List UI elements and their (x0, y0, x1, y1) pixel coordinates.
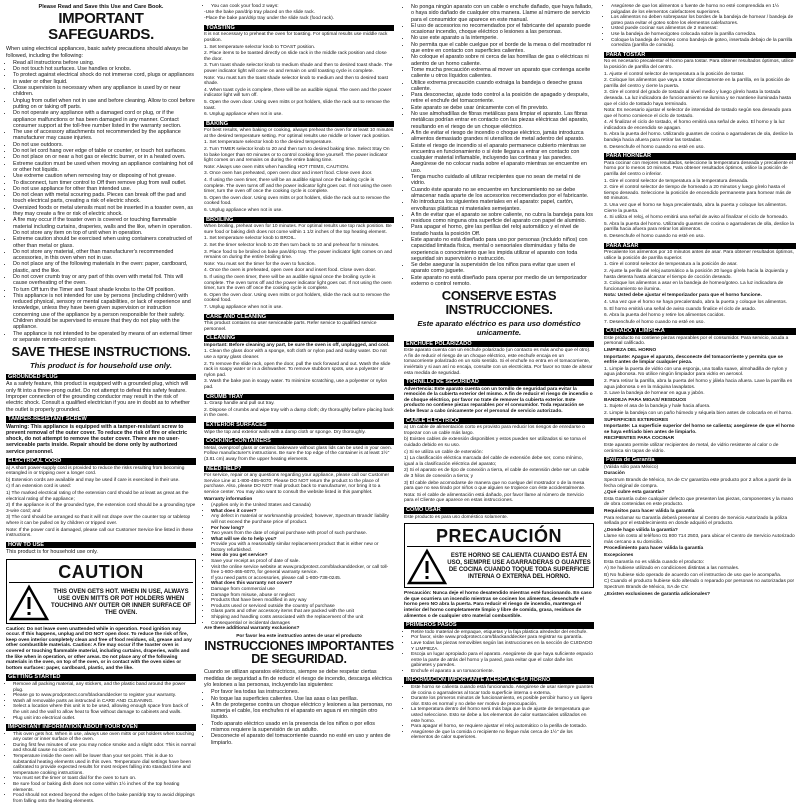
section-heading: GETTING STARTED (6, 674, 196, 681)
list-item: • Este aparato se debe usar únicamente con el fin previsto. (411, 105, 594, 111)
list-item: • Por favor lea todas las instrucciones. (211, 689, 394, 695)
list-item: • Tome mucha precaución extrema al mover un aparato que contenga aceite caliente u otros líquidos calientes. (411, 67, 594, 80)
list-item: • To disconnect, turn timer control to Off then remove plug from wall outlet. (13, 180, 196, 186)
step: 6. Desenchufe el horno cuando no esté en uso. (604, 144, 705, 150)
list-item: • Select a location where this unit is to be used, allowing enough space from back of the unit and the wall to allow heat to flow without damage to cabinets and walls. (13, 704, 196, 715)
step: 1. Set temperature selector knob to TOAST position. (204, 44, 316, 50)
list-item: • Plug unit into electrical outlet. (13, 716, 196, 722)
list-item: • Para desconectar, ajuste todo control a la posición de apagado y después, retire el enchufe del tomacorriente. (411, 92, 594, 105)
step: 3. Coloque los alimentos a asar en la bandeja de horneo/goteo. La luz indicadora de funcionamiento se ilumina. (604, 281, 784, 292)
list-item: • Glass parts and other accessory items that are packed with the unit (211, 609, 394, 615)
section-heading: PARA TOSTAR (604, 52, 796, 59)
list-item: 2) If the appliance is of the grounded type, the extension cord should be a grounding type 3-wire cord; and (6, 503, 196, 514)
section-heading: TOASTING (204, 25, 394, 32)
list-item: • Para apagar el horno, gire las perillas del reloj automático y el nivel de tostado hasta la posición Off. (411, 224, 594, 237)
list-item: • Extreme caution should be exercised when using containers constructed of other than metal or glass. (13, 236, 196, 249)
step: 3. Place food to be broiled on bake pan/drip tray. The power indicator light comes on and remains on during the entire broiling time. (204, 249, 393, 261)
step: 4. If using the oven timer, there will be an audible signal once the baking cycle is complete. The oven turns off and the power indicator light goes out. If not using the oven timer, turn the oven off once the cooking cycle is complete. (204, 178, 392, 195)
list-item: • Asegúrese de que los alimentos o fuente de horno no esté comprendida en 1½ pulgadas de los elementos calefactores superiores. (611, 4, 796, 15)
step: 2. Gire el control selector de tiempo de horneado a 20 minutos y luego gírelo hasta el tiempo deseado. Seleccione la posición de encendido permanente para hornear más de 60 minutos. (604, 185, 792, 202)
step: 1. Sujete el asa de la bandeja y hale hacia afuera. (604, 404, 711, 410)
list-item: • Two years from the date of original purchase with proof of such purchase. (211, 531, 394, 537)
step: 2. Limpie la bandeja con un paño húmedo y séquela bien antes de colocarla en el horno. (604, 411, 793, 416)
list-item: • Do not cover crumb tray or any part of this oven with metal foil. This will cause overheating of the oven. (13, 274, 196, 287)
list-item: • This oven gets hot. When in use, always use oven mitts or pot holders when touching any outer or inner surface of the oven. (13, 732, 196, 743)
list-item: • The appliance is not intended to be operated by means of an external timer or separate remote-control system. (13, 331, 196, 344)
safeguards-list (6, 60, 196, 343)
list-item: • You can cook your food 2 ways: (211, 4, 394, 10)
list-item: • Consequential or incidental damages (211, 621, 394, 627)
step: 2. Turn TIMER selector knob to 20 and then turn to desired baking time. Select Stay On to bake longer than 60 minutes or to control cooking time yourself. The power indicator light comes on and remains on during the entire baking time. (204, 147, 390, 164)
section-text: Este aparato permite utilizar recipientes de metal, de vidrio resistente al calor o de cerámica sin tapas de vidrio. (604, 442, 779, 454)
step: Note: You must turn the toast shade selector knob to medium and then to desired toast shade. (204, 75, 388, 87)
list-item: • Save your receipt as proof of date of sale. (211, 559, 394, 565)
oven-info-list (6, 732, 196, 804)
step: 2. Place items to be toasted directly on slide rack in the middle rack position and close the door. (204, 51, 387, 62)
list-item: • Provide you with a reasonably similar replacement product that is either new or factory refurbished. (211, 542, 394, 553)
step: 2. Ajuste la perilla del reloj automático a la posición 20 luego gírela hacia la izquierda y hasta detenta hasta alcanzar el tiempo de cocción deseado. (604, 268, 788, 280)
section-text: For service, repair or any questions regarding your appliance, please call our Customer Service Line at 1-800-465-6070. Please DO NOT return the product to the place of purchase. Also, please DO NOT mail product back to manufacturer, nor bring it to a service center. You may also want to consult the website listed in this pamphlet. (204, 473, 390, 495)
step: 1. Clean the glass door with a sponge, soft cloth or nylon pad and sudsy water. Do not use a spray glass cleaner. (204, 349, 387, 361)
save-instructions-sub: This product is for household use only. (30, 361, 172, 371)
section-text: No es necesario precalentar el horno para tostar. Para obtener resultados óptimos, utilice la posición de parrilla del centro. (604, 59, 794, 70)
step: 5. Open the oven door. Using oven mitts or pot holders, slide the rack out to remove the toast. (204, 99, 390, 111)
list-item: Esta Garantía cubre cualquier defecto que presenten las piezas, componentes y la mano de obra contenidas en este producto. (604, 496, 794, 508)
list-item: • Wash all removable parts as instructed in CARE AND CLEANING. (13, 699, 196, 705)
list-item: • Do not place any of the following materials in the oven: paper, cardboard, plastic, and the like. (13, 261, 196, 274)
section-text: As a safety feature, this product is equipped with a grounded plug, which will only fit into a three-prong outlet. Do not attempt to defeat this safety feature. Improper connection of the grounding conductor may result in the risk of electric shock. Consult a qualified electrician if you are in doubt as to whether the outlet is properly grounded. (6, 381, 190, 413)
step: 6. Abra la puerta del horno y retire los alimentos cocidos. (604, 313, 725, 319)
step: 3. Wash the bake pan in soapy water. To minimize scratching, use a polyester or nylon pad. (204, 379, 388, 391)
list-item: • Shipping and handling costs associated with the replacement of the unit (211, 615, 394, 621)
list-item: • What does this warranty not cover? (211, 581, 394, 587)
section-heading: Póliza de Garantía (604, 457, 796, 464)
section-text: It is not necessary to preheat the oven for toasting. For optimal results use middle rack position. (204, 32, 388, 43)
list-item: • Do not clean with metal scouring pads. Pieces can break off the pad and touch electrical parts, creating a risk of electric shock. (13, 192, 196, 205)
list-item: 2) Si el aparato es de tipo de conexión a tierra, el cable de extensión debe ser un cable de 3 hilos de conexión a tierra; y (404, 468, 590, 480)
list-item: • Todo aparato eléctrico usado en la presencia de los niños o por ellos mismos requiere la supervisión de un adulto. (211, 721, 394, 734)
step: 6. Unplug appliance when not in use. (204, 112, 283, 118)
list-item: • What does it cover? (211, 509, 394, 515)
step: 1. Set temperature selector knob to BROIL. (204, 236, 296, 242)
safeguards-title: IMPORTANT SAFEGUARDS. (48, 10, 154, 44)
list-item: • Existe el riesgo de incendio si el aparato permanece cubierto mientras se encuentra en funcionamiento o si éste llegara a entrar en contacto con cualquier material inflamable, incluyendo las cortinas y las paredes. Asegúrese de no colocar nada sobre el aparato mientras se encuentre en uso. (411, 143, 594, 174)
section-text: Wipe the top and exterior walls with a damp cloth or sponge. Dry thoroughly. (204, 429, 366, 435)
list-item: • Do not let cord hang over edge of table or counter, or touch hot surfaces. (13, 148, 196, 154)
list-item: • Escoja un lugar apropiado para el aparato. Asegúrese de que haya suficiente espacio entre la parte de atrás del horno y la pared, para evitar que el calor dañe los gabinetes y paredes. (411, 652, 594, 669)
list-item: • This appliance is not intended for use by persons (including children) with reduced physical, sensory or mental capabilities, or lack of experience and knowledge, unless they have been given supervision or instruction concerning use of the appliance by a person responsible for their safety. Children should be supervised to ensure that they do not play with the appliance. (13, 293, 196, 331)
list-item: • Do not operate any appliance with a damaged cord or plug, or if the appliance malfunctions or has been damaged in any manner. Contact consumer support at the toll-free number listed in the warranty section. (13, 110, 196, 129)
list-item: c) Si se utiliza un cable de extensión: (404, 449, 483, 455)
list-item: • Cuando éste aparato no se encuentre en funcionamiento no se debe almacenar nada aparte de los accesorios recomendados por el fabricante. (411, 187, 594, 200)
step: 6. Unplug appliance when not in use. (204, 208, 283, 213)
list-item: • Para apagar el horno, se requiere ajustar el reloj automático o la perilla de tostado. (411, 724, 594, 730)
warranty-exclusions: Are there additional warranty exclusions? (204, 626, 300, 632)
caution-box (6, 559, 196, 624)
column-spanish-usage (604, 4, 796, 800)
list-item: • A fire may occur if the toaster oven is covered or touching flammable material including curtains, draperies, walls and the like, when in operation. Do not store any item on top of unit when in operation. (13, 217, 196, 236)
list-item: • During first few minutes of use you may notice smoke and a slight odor. This is normal and should cause no concern. (13, 743, 196, 754)
list-item: Excepciones (604, 553, 634, 559)
list-item: • Do not touch hot surfaces. Use handles or knobs. (13, 66, 196, 72)
list-item: • To protect against electrical shock do not immerse cord, plugs or appliances in water or other liquid. (13, 72, 196, 85)
list-item: • No toque las superficies calientes. Use las asas o las perillas. (211, 696, 394, 702)
list-item: • To turn Off turn the Timer and Toast shade knobs to the Off position. (13, 287, 196, 293)
precaucion-body (407, 546, 591, 585)
section-text: This product is for household use only. (6, 549, 98, 556)
section-heading: NEED HELP? (204, 466, 394, 473)
section-text: Warning: This appliance is equipped with a tamper-resistant screw to prevent removal of the outer cover. To reduce the risk of fire or electric shock, do not attempt to remove the outer cover. There are no user-serviceable parts inside. Repair should be done only by authorized service personnel. (6, 423, 188, 455)
list-item: • A fin de evitar que el aparato se sobre caliente, no cubra la bandeja para los residuos como ninguna otra superficie del aparato con papel de aluminio. (411, 212, 594, 225)
section-heading: TAMPER-RESISTANT SCREW (6, 416, 196, 423)
list-item: • The use of accessory attachments not recommended by the appliance manufacturer may cause injuries. (13, 129, 196, 142)
list-item: • Desconecte el aparato del tomacorriente cuando no esté en uso y antes de limpiarlo. (211, 733, 394, 746)
section-heading: CLEANING (204, 335, 394, 342)
list-item: • No introduzca los siguientes materiales en el aparato: papel, cartón, envolturas plásticas ni materiales semejantes. (411, 199, 594, 212)
list-item: Duración (604, 471, 625, 477)
warranty-list (204, 503, 394, 626)
section-text: Importante: La superficie superior del horno se calienta; asegúrese de que el horno se haya enfriado bien antes de limpiarlo. (604, 424, 795, 435)
column-spanish-safeguards (404, 4, 594, 800)
step: 3. Una vez que el horno se haya precalentado, abra la puerta y coloque los alimentos. Cierre la puerta. (604, 203, 787, 214)
step: 4. Al finalizar el ciclo de tostado, el horno emitirá una señal de aviso. El horno y la luz indicadora de encendido se apagan. (604, 120, 785, 131)
column-english-usage (204, 4, 394, 800)
list-item: -Use the bake pan/drip tray placed on the slide rack. (204, 9, 315, 15)
list-item: • Los alimentos no deben sobrepasar los bordes de la bandeja de hornear / bandeja de goteo para evitar el goteo sobre los elementos calefactores. (611, 15, 796, 26)
precaucion-text: ESTE HORNO SE CALIENTA CUANDO ESTÁ EN USO, SIEMPRE USE AGARRADERAS O GUANTES DE COCINA CUANDO TOQUE TODA SUPERFICIE INTERNA O EXTERNA DEL HORNO. (447, 553, 591, 581)
step: 1. Ajuste el control selector de temperatura a la posición de tostar. (604, 71, 745, 77)
step: 2. Set the timer selector knob to 20 then turn back to 10 and preheat for 5 minutes. (204, 242, 380, 248)
list-item: • La temperatura dentro del horno será más baja que la de ajuste de temperatura que usted seleccione. Esto se debe a los elementos de calor sustanciales utilizados en este horno. (411, 707, 594, 724)
warranty-heading: Warranty information (204, 496, 253, 502)
list-item: 3) El cable debe acomodarse de manera que no cuelgue del mostrador o de la mesa para que no sea tirado por niños o que alguien se tropiece con éste accidentalmente. (404, 480, 586, 492)
step: 5. If using the oven timer, there will be an audible signal once the broiling cycle is complete. The oven turns off and the power indicator light goes out. If not using the oven timer, turn the oven off once the cooking cycle is complete. (204, 274, 392, 292)
subheading: RECIPIENTES PARA COCINAR (604, 436, 675, 442)
list-item: Esta Garantía no es válida cuando el producto: (604, 559, 704, 565)
section-text: Precaliente los alimentos por 10 minutos antes de asar. Para obtener resultados óptimos, utilice la posición de parrilla superior. (604, 250, 794, 261)
step: 1. Grasp handle and pull out tray. (204, 401, 275, 407)
subheading: SUPERFICIES EXTERIORES (604, 417, 669, 423)
list-item: ¿Existen exclusiones de garantía adicionales? (604, 591, 711, 597)
step: 5. Open the oven door. Using oven mitts or pot holders, slide the rack out to remove the cooked food. (204, 195, 390, 207)
list-item: • Do not use appliance for other than intended use. (13, 186, 196, 192)
caution-note: Caution: Do not leave oven unattended while in operation. Food ignition may occur. If this happens, unplug and DO NOT open door. To reduce the risk of fire, keep oven interior completely clean and free of food residues, oil, grease and any other combustible materials. Caution: A fire may occur if the toaster oven is covered or touching flammable material, including curtains, draperies, walls and the like when in operation, or other areas. Do not place any of the following materials in the oven, on top of the oven, or in contact with the oven sides or bottom surfaces: paper, cardboard, plastic, and the like. (6, 626, 192, 671)
step: 5. El horno emitirá una señal de aviso cuando finalice el ciclo de asado. (604, 306, 756, 312)
spanish-list (204, 689, 394, 746)
step: 2. Coloque los alimentos que vaya a tostar directamente en la parrilla, en la posición de parrilla del centro y cierre la puerta. (604, 78, 790, 89)
section-heading: ELECTRICAL CORD (6, 458, 196, 465)
section-text: Este producto no contiene piezas reparables por el consumidor. Para servicio, acuda a personal calificado. (604, 335, 789, 347)
subheading: LIMPIEZA DEL HORNO (604, 348, 657, 354)
list-item: 1) The marked electrical rating of the extension cord should be at least as great as the electrical rating of the appliance; (6, 490, 189, 502)
step: 1. Set temperature selector knob to the desired temperature. (204, 140, 333, 146)
list-item: c) If an extension cord is used: (6, 484, 72, 490)
list-item: • You must set the timer or toast dial for the oven to turn on. (13, 776, 196, 782)
section-heading: BAKING (204, 121, 394, 128)
list-item: • Este horno se calienta cuando está funcionando. Asegúrese de usar siempre guantes de cocina o agarraderas al tocar todo superficie interna o externa. (411, 685, 594, 696)
list-item: b) Existen cables de extensión disponibles y estos pueden ser utilizados si se toma el cuidado debido en su uso. (404, 437, 586, 449)
list-item: • Use la bandeja de horneo/goteo colocada sobre la parrilla corrediza. (611, 32, 796, 38)
step: 2. Dispose of crumbs and wipe tray with a damp cloth; dry thoroughly before placing back in the oven. (204, 407, 394, 419)
step: 7. Unplug appliance when not in use. (204, 304, 283, 310)
list-item: 1) La clasificación eléctrica marcada del cable de extensión debe ser, como mínimo, igual a la clasificación eléctrica del aparato; (404, 456, 583, 467)
step: 7. Desenchufe el horno cuando no esté en uso. (604, 319, 705, 325)
section-text: Importante: Apague el aparato, desconecte del tomacorriente y permita que se enfríe antes de limpiar cualquier pieza. (604, 354, 783, 366)
list-item: a) A short power-supply cord is provided to reduce the risks resulting from becoming entangled in or tripping over a longer cord. (6, 465, 185, 477)
step: 1. Gire el control selector de temperatura a la temperatura deseada. (604, 178, 749, 184)
list-item: • Utilice extrema precaución cuando extraiga la bandeja o deseche grasa caliente. (411, 80, 594, 93)
step: 3. Turn toast shade selector knob to medium shade and then to desired toast shade. The power indicator light will come on and remain on until toasting cycle is complete. (204, 63, 393, 74)
step: 4. Una vez que el horno se haya precalentado, abra la puerta y coloque los alimentos. (604, 299, 787, 305)
warning-triangle-icon (407, 549, 447, 585)
step: 3. Lave la bandeja de hornear en agua y jabón. (604, 391, 705, 397)
section-heading: ENCHUFE POLARIZADO (404, 341, 594, 348)
list-item: • Please go to www.prodprotect.com/blackanddecker to register your warranty. (13, 693, 196, 699)
list-item: • Products used or serviced outside the country of purchase (211, 604, 394, 610)
subheading: BANDEJA PARA MIGAS/ RESIDUOS (604, 397, 687, 403)
list-item: • No coloque el aparato sobre ni cerca de las hornillas de gas o eléctricas ni adentro de un horno caliente. (411, 54, 594, 67)
list-item: 3) The cord should be arranged so that it will not drape over the counter top or tabletop where it can be pulled on by children or tripped over. (6, 515, 191, 526)
list-item: • Tenga mucho cuidado al utilizar recipientes que no sean de metal ni de vidrio. (411, 174, 594, 187)
section-text: Metal, ovenproof glass or ceramic bakeware without glass lids can be used in your oven. Follow manufacturer's instructions. Be sure the top edge of the container is at least 1½" (3.81 cm) away from the upper heating elements. (204, 445, 392, 462)
section-text: Advertencia: Este aparato cuenta con un tornillo de seguridad para evitar la remoción de la cubierta exterior del mismo. A fin de reducir el riesgo de incendio o de choque eléctrico, por favor no trate de remover la cubierta exterior. Este producto no contiene piezas reparables por el consumidor. Toda reparación se debe llevar a cabo únicamente por el personal de servicio autorizado. (404, 386, 593, 415)
list-item: • Be sure food or baking dish does not come within 1½ inches of the top heating elements. (13, 782, 196, 793)
cord-list (6, 466, 196, 527)
list-item: • (Applies only in the United States and Canada) (211, 503, 394, 509)
section-heading: CABLE ELÉCTRICO (404, 418, 594, 425)
list-item: • Remove all packing material, any stickers, and the plastic band around the power plug. (13, 682, 196, 693)
step: 6. Desenchufe el horno cuando no esté en uso. (604, 233, 705, 239)
section-text: When broiling, preheat oven for 10 minutes. For optimal results use top rack position. Be sure food or baking dish does not come within 1 1/2 inches of the top heating element. (204, 224, 392, 235)
step: 4. When toast cycle is complete, there will be an audible signal. The oven and the power indicator light will turn off. (204, 87, 392, 99)
step: 3. Once oven has preheated, open oven door and insert food. Close oven door. (204, 171, 373, 177)
section-text: For best results, when baking or cooking, always preheat the oven for at least 10 minutes at the desired temperature setting. For optimal results use middle or lower rack position. (204, 128, 394, 139)
list-item: • No permita que el cable cuelgue por el borde de la mesa o del mostrador ni que entre en contacto con superficies calientes. (411, 42, 594, 55)
list-item: • If you need parts or accessories, please call 1-800-738-0245. (211, 576, 394, 582)
info-list (404, 685, 594, 741)
list-item: • Do not place on or near a hot gas or electric burner, or in a heated oven. (13, 154, 196, 160)
step: Note: Always use oven mitts when handling HOT ITEMS, CAUTION. (204, 164, 350, 170)
step: 5. Abra la puerta del horno. Utilizando guantes de cocina o agarraderas de olla, deslice la parrilla hacia afuera para retirar los alimentos. (604, 221, 794, 233)
list-item: • Products that have been modified in any way (211, 598, 394, 604)
section-text: Este aparato cuenta con un enchufe polarizado (un contacto es más ancho que el otro). A fin de reducir el riesgo de un choque eléctrico, este enchufe encaja en un tomacorriente polarizado en un solo sentido. Si el enchufe no entra en el tomacorriente, inviértalo y si aun así no encaja, consulte con un electricista. Por favor no trate de alterar esta medida de seguridad. (404, 348, 593, 376)
section-text: This product contains no user serviceable parts. Refer service to qualified service personnel. (204, 321, 377, 332)
list-item: • Do not use outdoors. (13, 142, 196, 148)
list-item: • Visit the online service website at www.prodprotect.com/blackanddecker, or call toll-free 1-800-465-6070, for general warranty service. (211, 565, 394, 576)
list-item: • Usted puede cocinar sus alimentos de 2 maneras: (611, 26, 796, 32)
list-item: • No ponga ningún aparato con un cable o enchufe dañado, que haya fallado, o haya sido dañado de cualquier otra manera. Llame al número de servicio para el consumidor que aparece en este manual. (411, 4, 594, 23)
section-heading: PRIMEROS PASOS (404, 622, 594, 629)
pretitle: Please Read and Save this Use and Care Book. (38, 4, 164, 10)
list-item: • Retire todo material de empaque, etiquetas y la faja plástica alrededor del enchufe. (411, 630, 594, 636)
list-item: • Any defect in material or workmanship provided; however, Spectrum Brands' liability will not exceed the purchase price of product. (211, 514, 394, 525)
caution-text: THIS OVEN GETS HOT. WHEN IN USE, ALWAYS USE OVEN MITTS OR POT HOLDERS WHEN TOUCHING ANY OUTER OR INNER SURFACE OF THE OVEN. (51, 588, 191, 616)
conserve-sub: Este aparato eléctrico es para uso doméstico unicamente. (417, 319, 581, 337)
section-heading: COOKING CONTAINERS (204, 438, 394, 445)
step: 2. Para retirar la parrilla, abra la puerta del horno y jálela hacia afuera. Lave la parrilla en agua jabonosa o en la máquina lavaplatos. (604, 379, 793, 390)
step: 4. Si utiliza el reloj, el horno emitirá una señal de aviso al finalizar el ciclo de horneado. (604, 215, 789, 221)
section-heading: INFORMACIÓN IMPORTANTE ACERCA DE SU HORNO (404, 677, 594, 684)
list-item: • A fin de protegerse contra un choque eléctrico y lesiones a las personas, no sumerja el cable, los enchufes ni el aparato en agua ni en ningún otro líquido. (211, 702, 394, 721)
list-item: • Use extreme caution when removing tray or disposing of hot grease. (13, 173, 196, 179)
list-item: ¿Donde hago válida la garantía? (604, 527, 678, 533)
section-heading: CRUMB TRAY (204, 394, 394, 401)
step: 3. Gire el control del grado de tostado al nivel medio y luego gírelo hasta la tostada deseada. La luz indicadora de funcionamiento se ilumina y se mantiene iluminada hasta que el ciclo de tostado haya terminado. (604, 90, 791, 107)
list-item: Para reclamar su Garantía deberá presentar al Centro de Servicio Autorizado la póliza sellada por el establecimiento en donde adquirió el producto. (604, 515, 788, 527)
list-item: • Este aparato no está diseñado para operar por medio de un temporizador externo o control remoto. (411, 275, 594, 288)
getting-started-list (6, 682, 196, 721)
list-item: • Coloque la bandeja de horneo como bandeja de goteo, insertada debajo de la parrilla corrediza (parrilla de comida). (611, 38, 796, 49)
list-item: • Por favor, visite www.prodprotect.com/blackanddecker para registrar su garantía. (411, 635, 594, 641)
section-heading: CUIDADO Y LIMPIEZA (604, 328, 796, 335)
caution-title: CAUTION (58, 561, 144, 582)
list-item: • A fin de evitar el riesgo de incendio o choque eléctrico, jamás introduzca alimentos demasiado grandes ni utensilios de metal adentro del aparato. (411, 130, 594, 143)
list-item: Requisitos para hacer válida la garantía (604, 508, 695, 514)
warning-triangle-icon (9, 585, 49, 621)
step: Note: You must set the timer for the oven to function. (204, 261, 316, 267)
list-item: a) Un cable de alimentación corto es provisto para reducir los riesgos de enredarse o tropezar con un cable más largo. (404, 425, 585, 436)
step: 4. Once the oven is preheated, open oven door and insert food. Close oven door. (204, 268, 377, 274)
list-item: Procedimiento para hacer válida la garantía (604, 546, 704, 552)
list-item: • Damage from misuse, abuse or neglect (211, 593, 394, 599)
section-heading: GROUNDED PLUG (6, 374, 196, 381)
step: 6. Open the oven door. Using oven mitts or pot holders, slide the rack out to remove the cooked food. (204, 292, 390, 304)
step: 5. Abra la puerta del horno. Utilizando guantes de cocina o agarraderas de ola, deslice la bandeja hacia afuera para retirar las tostadas. (604, 132, 793, 144)
list-item: A) Se hubiese utilizado en condiciones distintas a las normales. (604, 566, 740, 572)
step: Nota: Usted debe ajustar el temporizador para que el horno funcione. (604, 293, 762, 299)
spanish-cue: Por favor lea este instructivo antes de usar el producto (236, 633, 362, 639)
spanish-title: INSTRUCCIONES IMPORTANTES DE SEGURIDAD. (204, 639, 394, 667)
safeguards-intro: When using electrical appliances, basic safety precautions should always be followed, including the following: (6, 46, 189, 59)
list-item: • For how long? (211, 526, 394, 532)
section-text: Este producto es para uso doméstico solamente. (404, 514, 508, 520)
list-item: • Se debe asegurar la supervisión de los niños para evitar que usen el aparato como juguete. (411, 262, 594, 275)
step: Nota: Es necesario ajustar el selector de intensidad de tostado según sea deseado para que el horno comience el ciclo de tostado. (604, 108, 792, 119)
list-item: • What will we do to help you? (211, 537, 394, 543)
spanish-safeguards-list (404, 4, 594, 287)
list-item: b) Extension cords are available and may be used if care is exercised in their use. (6, 477, 180, 483)
section-heading: CARE AND CLEANING (204, 314, 394, 321)
section-heading: TORNILLO DE SEGURIDAD (404, 379, 594, 386)
step: 1. Gire el control selector de temperatura a la posición de asar. (604, 262, 738, 268)
list-item: • Enchufe el aparato a un tomacorriente. (411, 669, 594, 675)
list-item: • No use almohadillas de fibras metálicas para limpiar el aparato. Las fibras metálicas podrían entrar en contacto con las piezas eléctricas del aparato, resultando en el riesgo de un choque eléctrico. (411, 111, 594, 130)
list-item: • Close supervision is necessary when any appliance is used by or near children. (13, 85, 196, 98)
section-heading: BROILING (204, 217, 394, 224)
section-text: Important: Before cleaning any part, be sure the oven is off, unplugged, and cool. (204, 342, 390, 348)
intro-list (604, 4, 796, 49)
list-item: Spectrum Brands de México, SA de CV garantiza este producto por 2 años a partir de la fecha original de compra. (604, 477, 792, 489)
list-item: • Damage from commercial use (211, 587, 394, 593)
save-instructions-title: SAVE THESE INSTRUCTIONS. (11, 344, 191, 360)
list-item: C) Cuando el producto hubiese sido alterado o reparado por personas no autorizadas por Spectrum Brands de México, SA de CV. (604, 579, 795, 591)
list-item: • Temperature inside the oven will be lower than your set point. This is due to substantial heating elements used in this oven. Temperature dial settings have been calibrated to provide expected results for most recipes falling into standard time and temperature cooking instructions. (13, 754, 196, 776)
list-item: • Do not store any material, other than manufacturer's recommended accessories, in this oven when not in use. (13, 249, 196, 262)
section-heading: PARA HORNEAR (604, 153, 796, 160)
list-item: • El uso de accesorios no recomendados por el fabricante del aparato puede ocasionar incendio, choque eléctrico o lesiones a las personas. (411, 23, 594, 36)
list-item: Llame sin costo al teléfono 01 800 714 2503, para ubicar el Centro de Servicio Autorizado más cercano a su domicilio. (604, 534, 795, 545)
spanish-intro: Cuando se utilizan aparatos eléctricos, siempre se debe respetar ciertas medidas de seguridad a fin de reducir el riesgo de incendio, descarga eléctrica y/o lesiones a las personas, incluyendo las siguientes: (204, 669, 392, 688)
precaucion-note: Precaución: Nunca deje el horno desatendido mientras esté funcionando. En caso de que ocurriera un incendio mientras se cocinen los alimentos, desenchufe el horno pero NO abra la puerta. Para reducir el riesgo de incendio, mantenga el interior del horno completamente limpio y libre de comida, grasa, residuos de alimentos o de cualquier otro material combustible. (404, 591, 592, 619)
caution-body (9, 582, 193, 621)
precaucion-box (404, 523, 594, 588)
section-heading: EXTERIOR SURFACES (204, 422, 394, 429)
list-item: • How do you get service? (211, 553, 394, 559)
section-heading: IMPORTANT INFORMATION ABOUT YOUR OVEN (6, 724, 196, 731)
step: 1. Limpie la puerta de vidrio con una esponja, una toalla suave, almohadilla de nylon y agua jabonosa. No utilice ningún limpiador para vidrio en aerosol. (604, 366, 788, 378)
primeros-list (404, 630, 594, 675)
list-item: • Lave todas las piezas removibles según las instrucciones en la sección de CUIDADO Y LIMPIEZA. (411, 641, 594, 652)
poliza-sub: (Válida sólo para México) (604, 464, 659, 470)
list-item: • Asegúrese de que la comida o recipiente no llegue más cerca de 1½" de los elementos de calor superiores. (411, 730, 594, 741)
list-item: ¿Qué cubre esta garantía? (604, 490, 665, 496)
step: 2. To remove the slide rack, open the door, pull the rack forward and out. Wash the slide rack in soapy water or in a dishwasher. To remove stubborn spots, use a polyester or nylon pad. (204, 361, 391, 378)
list-item: • Unplug from outlet when not in use and before cleaning. Allow to cool before putting on or taking off parts. (13, 98, 196, 111)
list-item: • Extreme caution must be used when moving an appliance containing hot oil or other hot liquids. (13, 161, 196, 174)
list-item: • Durante los primeros minutos de funcionamiento, es posible percibir humo y un ligero olor. Esto es normal y no debe ser motivo de preocupación. (411, 696, 594, 707)
cable-note: Nota: Si el cable de alimentación está dañado, por favor llame al número de Servicio para el Cliente que aparece en estas instrucciones. (404, 492, 584, 504)
cord-note: Note: If the power cord is damaged, please call our Customer Service line listed in these instructions. (6, 527, 194, 539)
section-heading: HOW TO USE (6, 542, 196, 549)
conserve-title: CONSERVE ESTAS INSTRUCCIONES. (441, 288, 557, 318)
list-item: • Food should not extend beyond the edges of the bake pan/drip tray to avoid drippings from falling onto the heating elements. (13, 793, 196, 804)
section-heading: PARA ASAR (604, 243, 796, 250)
precaucion-title: PRECAUCIÓN (435, 526, 562, 547)
list-item: • Read all instructions before using. (13, 60, 196, 66)
list-item: • No use este aparato a la intemperie. (411, 35, 594, 41)
list-item: • Oversized foods or metal utensils must not be inserted in a toaster oven, as they may create a fire or risk of electric shock. (13, 205, 196, 218)
list-item: B) No hubiese sido operado de acuerdo con el instructivo de uso que le acompaña. (604, 572, 782, 578)
section-heading: COMO USAR (404, 507, 594, 514)
column-english-safeguards (6, 4, 196, 804)
list-item: -Place the bake pan/drip tray under the slide rack (food rack). (204, 16, 335, 22)
list-item: • Este aparato no está diseñado para uso por personas (incluido niños) con capacidad limitada física, mental o sensoriales disminuidas y falta de experiencia o conocimiento que les impida utilizar el aparato con toda seguridad sin supervisión o instrucción. (411, 237, 594, 262)
section-text: Para cocinar con mejores resultados, seleccione la temperatura deseada y precaliente el horno por lo menos 10 minutos. Para obtener resultados óptimos, utilice la posición de parrilla del centro o inferior. (604, 160, 793, 178)
